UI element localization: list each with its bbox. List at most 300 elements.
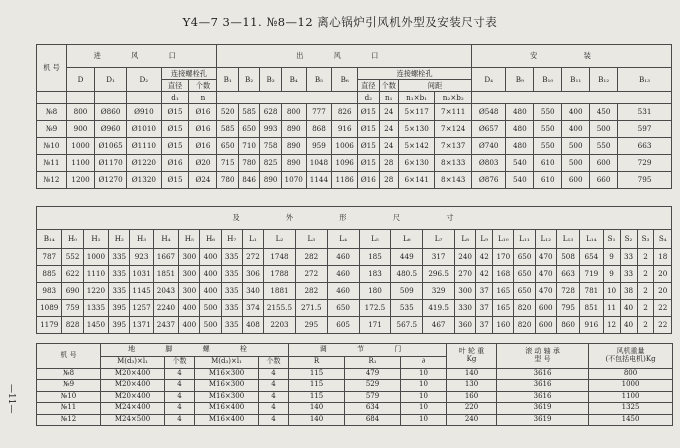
table-cell: 3619	[497, 414, 589, 426]
table-cell: Ø1320	[127, 172, 161, 189]
table-cell: 33	[620, 266, 637, 283]
col-header: B₁₄	[37, 230, 62, 249]
table-cell: 330	[455, 300, 476, 317]
table-cell: 710	[238, 138, 259, 155]
table-cell: 1100	[67, 155, 95, 172]
table-cell: M16×300	[195, 380, 259, 392]
table1-body	[37, 104, 672, 189]
table-cell: 270	[455, 266, 476, 283]
table-cell: 1006	[332, 138, 358, 155]
col-header: 个数	[259, 357, 289, 369]
table-cell: 787	[37, 249, 62, 266]
table-cell: 400	[200, 249, 221, 266]
table-cell: 115	[289, 391, 345, 403]
table-cell: 550	[590, 138, 618, 155]
col-header: L₁	[242, 230, 263, 249]
col-header: R	[289, 357, 345, 369]
fan-weight-header	[589, 344, 673, 369]
table-cell: 2	[637, 266, 654, 283]
col-header: H₃	[130, 230, 153, 249]
table-cell: 1220	[83, 283, 108, 300]
table-cell: Ø548	[472, 104, 506, 121]
table-cell: 12	[603, 317, 620, 334]
col-header: B₁	[217, 68, 238, 92]
table-cell: Ø657	[472, 121, 506, 138]
col-header: L₅	[359, 230, 391, 249]
bolt-bearing-weight-table	[36, 343, 673, 426]
table-cell: 130	[447, 380, 497, 392]
table-cell: 480	[506, 138, 534, 155]
table-cell: 2	[637, 300, 654, 317]
table-cell: M20×400	[101, 380, 165, 392]
table-cell: 650	[217, 138, 238, 155]
table-cell: 20	[654, 266, 672, 283]
table-cell: 500	[590, 121, 618, 138]
table-cell: 890	[281, 121, 306, 138]
col-header: 间距	[398, 80, 471, 92]
table-cell: №8	[37, 104, 67, 121]
table-cell: Ø16	[358, 172, 379, 189]
table-cell: Ø16	[161, 155, 189, 172]
table-cell: M20×400	[101, 391, 165, 403]
table-cell: M24×400	[101, 403, 165, 415]
bearing-label: 滚 动 轴 承	[525, 347, 560, 356]
col-header: n₁	[379, 92, 398, 104]
table-cell: 800	[589, 368, 673, 380]
table-row	[37, 414, 673, 426]
bearing-header	[497, 344, 589, 369]
table-cell: 2240	[153, 300, 178, 317]
table-cell: 335	[109, 283, 130, 300]
table-cell: 540	[506, 155, 534, 172]
table-cell: 529	[345, 380, 401, 392]
table-cell: 460	[327, 249, 359, 266]
table-cell: 271.5	[295, 300, 327, 317]
table-cell: 1145	[130, 283, 153, 300]
table-cell: 11	[603, 300, 620, 317]
col-header: 直径	[161, 80, 189, 92]
table-cell: Ø15	[358, 138, 379, 155]
table-cell: M16×300	[195, 368, 259, 380]
table-cell: 3616	[497, 380, 589, 392]
table-cell: 10	[401, 403, 447, 415]
table-cell: 728	[556, 283, 579, 300]
table-row	[37, 121, 672, 138]
col-header-blank	[37, 92, 67, 104]
col-header: L₁₄	[580, 230, 603, 249]
table-cell: M16×400	[195, 414, 259, 426]
table-cell: 1110	[83, 266, 108, 283]
col-header: L₃	[295, 230, 327, 249]
col-header: B₆	[332, 68, 358, 92]
table-cell: 1144	[306, 172, 332, 189]
table-cell: 4	[165, 414, 195, 426]
table-row	[37, 368, 673, 380]
table-row	[37, 155, 672, 172]
col-header: 连接螺栓孔	[358, 68, 472, 80]
table-cell: 220	[447, 403, 497, 415]
col-header: L₆	[391, 230, 423, 249]
table-cell: 7×124	[435, 121, 472, 138]
table-cell: 500	[200, 317, 221, 334]
col-header: ∂	[401, 357, 447, 369]
table-cell: 24	[379, 104, 398, 121]
col-header: n₁×b₁	[398, 92, 435, 104]
table-cell: 500	[562, 155, 590, 172]
table-cell: №10	[37, 138, 67, 155]
table-cell: 1186	[332, 172, 358, 189]
table-cell: 550	[534, 138, 562, 155]
table2-header-row	[37, 230, 672, 249]
table-cell: 1788	[264, 266, 296, 283]
table-cell: 115	[289, 380, 345, 392]
table-cell: 282	[295, 283, 327, 300]
table-cell: 690	[62, 283, 83, 300]
table-cell: 4	[165, 391, 195, 403]
table-row	[37, 172, 672, 189]
col-header: B₁₁	[562, 68, 590, 92]
table-cell: 300	[179, 283, 200, 300]
table-cell: 22	[654, 300, 672, 317]
table-cell: 900	[67, 121, 95, 138]
table-cell: №10	[37, 391, 101, 403]
table-cell: 1179	[37, 317, 62, 334]
table-cell: 5×142	[398, 138, 435, 155]
table-cell: 467	[423, 317, 455, 334]
table-cell: 579	[345, 391, 401, 403]
table2-body	[37, 249, 672, 334]
table-cell: №11	[37, 155, 67, 172]
table-cell: 585	[217, 121, 238, 138]
table-cell: 272	[295, 266, 327, 283]
install-header: 安 装	[472, 45, 672, 68]
table-cell: 1000	[67, 138, 95, 155]
table-cell: 2437	[153, 317, 178, 334]
table-cell: 360	[455, 317, 476, 334]
col-header: B₉	[506, 68, 534, 92]
table-cell: 650	[514, 266, 535, 283]
table-cell: 660	[590, 172, 618, 189]
table-cell: 185	[359, 249, 391, 266]
col-header: D₁	[94, 68, 126, 92]
table-cell: 600	[590, 155, 618, 172]
table-cell: 37	[476, 283, 493, 300]
table-cell: 480.5	[391, 266, 423, 283]
table-cell: 480	[506, 121, 534, 138]
table-cell: Ø15	[161, 104, 189, 121]
table-cell: 650	[327, 300, 359, 317]
bearing-model-label: 型 号	[534, 354, 551, 363]
table-cell: Ø24	[189, 172, 217, 189]
table-cell: 37	[476, 317, 493, 334]
table-cell: 400	[562, 104, 590, 121]
table-cell: 460	[327, 266, 359, 283]
table-cell: 3616	[497, 368, 589, 380]
table-cell: 40	[620, 300, 637, 317]
col-header: L₇	[423, 230, 455, 249]
table-cell: 160	[493, 317, 514, 334]
table-cell: 1450	[83, 317, 108, 334]
table-cell: 500	[200, 300, 221, 317]
table-cell: 400	[200, 266, 221, 283]
table-cell: 282	[295, 249, 327, 266]
col-header: H₁	[83, 230, 108, 249]
table-cell: 781	[580, 283, 603, 300]
table-cell: 2	[637, 317, 654, 334]
table-cell: 684	[345, 414, 401, 426]
table-cell: 828	[62, 317, 83, 334]
col-header: H₀	[62, 230, 83, 249]
table-cell: 340	[242, 283, 263, 300]
table-cell: 296.5	[423, 266, 455, 283]
col-header: L₁₃	[556, 230, 579, 249]
table-cell: 916	[332, 121, 358, 138]
col-header: L₄	[327, 230, 359, 249]
table-cell: 758	[260, 138, 281, 155]
table-cell: 1100	[589, 391, 673, 403]
table-cell: 28	[379, 155, 398, 172]
table-cell: 4	[259, 414, 289, 426]
col-header: D₂	[127, 68, 161, 92]
table-cell: 520	[217, 104, 238, 121]
table-cell: 400	[200, 283, 221, 300]
table-row	[37, 283, 672, 300]
table-cell: Ø1220	[127, 155, 161, 172]
foundation-bolt-header: 地 脚 螺 栓	[101, 344, 289, 357]
table-cell: 408	[242, 317, 263, 334]
table-cell: 2155.5	[264, 300, 296, 317]
table-cell: 4	[259, 368, 289, 380]
col-header: M(d₃)×l₁	[195, 357, 259, 369]
table-cell: 1748	[264, 249, 296, 266]
outlet-header: 出 风 口	[217, 45, 472, 68]
table-cell: 540	[506, 172, 534, 189]
table-cell: Ø1170	[94, 155, 126, 172]
table-cell: 5×117	[398, 104, 435, 121]
fan-weight-note: (不包括电机)Kg	[605, 354, 656, 363]
table-cell: 295	[295, 317, 327, 334]
table-cell: 795	[556, 300, 579, 317]
table-cell: 959	[306, 138, 332, 155]
inlet-header: 进 风 口	[67, 45, 217, 68]
table-cell: 825	[260, 155, 281, 172]
col-header: S₄	[654, 230, 672, 249]
table-cell: №11	[37, 403, 101, 415]
table-cell: 8×143	[435, 172, 472, 189]
table-cell: 650	[238, 121, 259, 138]
table-cell: 165	[493, 300, 514, 317]
fan-weight-label: 风机重量	[616, 347, 645, 356]
table-cell: 535	[391, 300, 423, 317]
table-cell: 1048	[306, 155, 332, 172]
table-cell: 9	[603, 266, 620, 283]
table-cell: M24×500	[101, 414, 165, 426]
col-header: L₁₁	[514, 230, 535, 249]
table-cell: 140	[447, 368, 497, 380]
table-cell: Ø960	[94, 121, 126, 138]
col-header: 直径	[358, 80, 379, 92]
table-cell: 1371	[130, 317, 153, 334]
table-cell: 168	[493, 266, 514, 283]
col-header: d₁	[161, 92, 189, 104]
table-cell: №12	[37, 172, 67, 189]
table-cell: 4	[259, 391, 289, 403]
table-cell: 795	[618, 172, 672, 189]
table-cell: 10	[401, 414, 447, 426]
table-cell: 479	[345, 368, 401, 380]
col-header: 个数	[165, 357, 195, 369]
col-header-blank	[472, 92, 672, 104]
table-cell: 654	[580, 249, 603, 266]
table-cell: 171	[359, 317, 391, 334]
col-header: B₂	[238, 68, 259, 92]
table-cell: 183	[359, 266, 391, 283]
table-cell: Ø740	[472, 138, 506, 155]
table-cell: 983	[37, 283, 62, 300]
table-cell: 1070	[281, 172, 306, 189]
machine-no-header: 机 号	[37, 344, 101, 369]
table-cell: 335	[221, 249, 242, 266]
col-header: B₃	[260, 68, 281, 92]
table-cell: 335	[109, 266, 130, 283]
table-cell: 28	[379, 172, 398, 189]
impeller-weight-label: 叶 轮 重	[458, 347, 485, 356]
table-cell: 600	[535, 317, 556, 334]
table-cell: Ø803	[472, 155, 506, 172]
table-cell: 170	[493, 249, 514, 266]
table-cell: 22	[654, 317, 672, 334]
table-cell: 449	[391, 249, 423, 266]
table-cell: 890	[281, 155, 306, 172]
table-cell: Ø15	[358, 155, 379, 172]
table-cell: 470	[535, 266, 556, 283]
table-cell: №9	[37, 380, 101, 392]
table-cell: 4	[165, 380, 195, 392]
table-cell: 2	[637, 249, 654, 266]
table-cell: 5×130	[398, 121, 435, 138]
table-cell: 300	[455, 283, 476, 300]
table-cell: 10	[401, 391, 447, 403]
table-cell: 400	[562, 121, 590, 138]
col-header: H₇	[221, 230, 242, 249]
table-cell: 400	[179, 317, 200, 334]
col-header: D₄	[472, 68, 506, 92]
table-cell: Ø15	[161, 172, 189, 189]
table-cell: 42	[476, 249, 493, 266]
col-header: H₅	[179, 230, 200, 249]
table-row	[37, 266, 672, 283]
table-cell: 851	[580, 300, 603, 317]
col-header-blank	[67, 92, 95, 104]
table-cell: 115	[289, 368, 345, 380]
table-cell: 885	[37, 266, 62, 283]
table-cell: 6×141	[398, 172, 435, 189]
table-cell: 1089	[37, 300, 62, 317]
col-header-blank	[94, 92, 126, 104]
table-cell: 650	[514, 283, 535, 300]
table-cell: Ø910	[127, 104, 161, 121]
table-cell: 240	[455, 249, 476, 266]
table-cell: 335	[221, 317, 242, 334]
table-cell: №9	[37, 121, 67, 138]
table-cell: 890	[260, 172, 281, 189]
table-cell: 993	[260, 121, 281, 138]
table-cell: 4	[259, 380, 289, 392]
table-cell: 24	[379, 121, 398, 138]
table-cell: 890	[281, 138, 306, 155]
table-cell: 450	[590, 104, 618, 121]
table-cell: 335	[109, 249, 130, 266]
col-header: M(d₃)×l₁	[101, 357, 165, 369]
table-cell: 1450	[589, 414, 673, 426]
table-cell: 300	[179, 249, 200, 266]
table-cell: 567.5	[391, 317, 423, 334]
col-header: B₁₃	[618, 68, 672, 92]
table-cell: 37	[476, 300, 493, 317]
table-cell: 508	[556, 249, 579, 266]
table-cell: 160	[447, 391, 497, 403]
table-cell: 531	[618, 104, 672, 121]
table-cell: Ø1010	[127, 121, 161, 138]
col-header: n	[189, 92, 217, 104]
col-header: S₂	[620, 230, 637, 249]
table-cell: 395	[109, 300, 130, 317]
table3-body	[37, 368, 673, 426]
machine-no-header: 机 号	[37, 45, 67, 92]
table-cell: 1200	[67, 172, 95, 189]
table-cell: 419.5	[423, 300, 455, 317]
table-cell: 1031	[130, 266, 153, 283]
table-cell: 4	[259, 403, 289, 415]
table-cell: Ø15	[358, 104, 379, 121]
table-cell: 610	[534, 155, 562, 172]
table-cell: Ø1065	[94, 138, 126, 155]
col-header: B₁₂	[590, 68, 618, 92]
col-header: H₄	[153, 230, 178, 249]
table-cell: 395	[109, 317, 130, 334]
table-cell: 759	[62, 300, 83, 317]
table-cell: 335	[221, 300, 242, 317]
table-cell: 719	[580, 266, 603, 283]
table-cell: 9	[603, 249, 620, 266]
table-cell: 20	[654, 283, 672, 300]
table-cell: 800	[67, 104, 95, 121]
table-cell: Ø16	[189, 104, 217, 121]
table-cell: №12	[37, 414, 101, 426]
table-cell: 470	[535, 283, 556, 300]
table-cell: 923	[130, 249, 153, 266]
table-cell: 306	[242, 266, 263, 283]
table-cell: Ø1110	[127, 138, 161, 155]
table-cell: 780	[217, 172, 238, 189]
table-cell: 729	[618, 155, 672, 172]
col-header: 个数	[379, 80, 398, 92]
table-cell: 650	[514, 249, 535, 266]
table-cell: 140	[289, 414, 345, 426]
col-header: B₄	[281, 68, 306, 92]
inlet-outlet-install-table	[36, 44, 672, 189]
table-cell: 663	[556, 266, 579, 283]
table-cell: 6×130	[398, 155, 435, 172]
table-cell: №8	[37, 368, 101, 380]
table-cell: 634	[345, 403, 401, 415]
col-header: R₁	[345, 357, 401, 369]
table-cell: 1851	[153, 266, 178, 283]
table-cell: 826	[332, 104, 358, 121]
table-cell: 1257	[130, 300, 153, 317]
table-cell: 7×137	[435, 138, 472, 155]
table-cell: 172.5	[359, 300, 391, 317]
